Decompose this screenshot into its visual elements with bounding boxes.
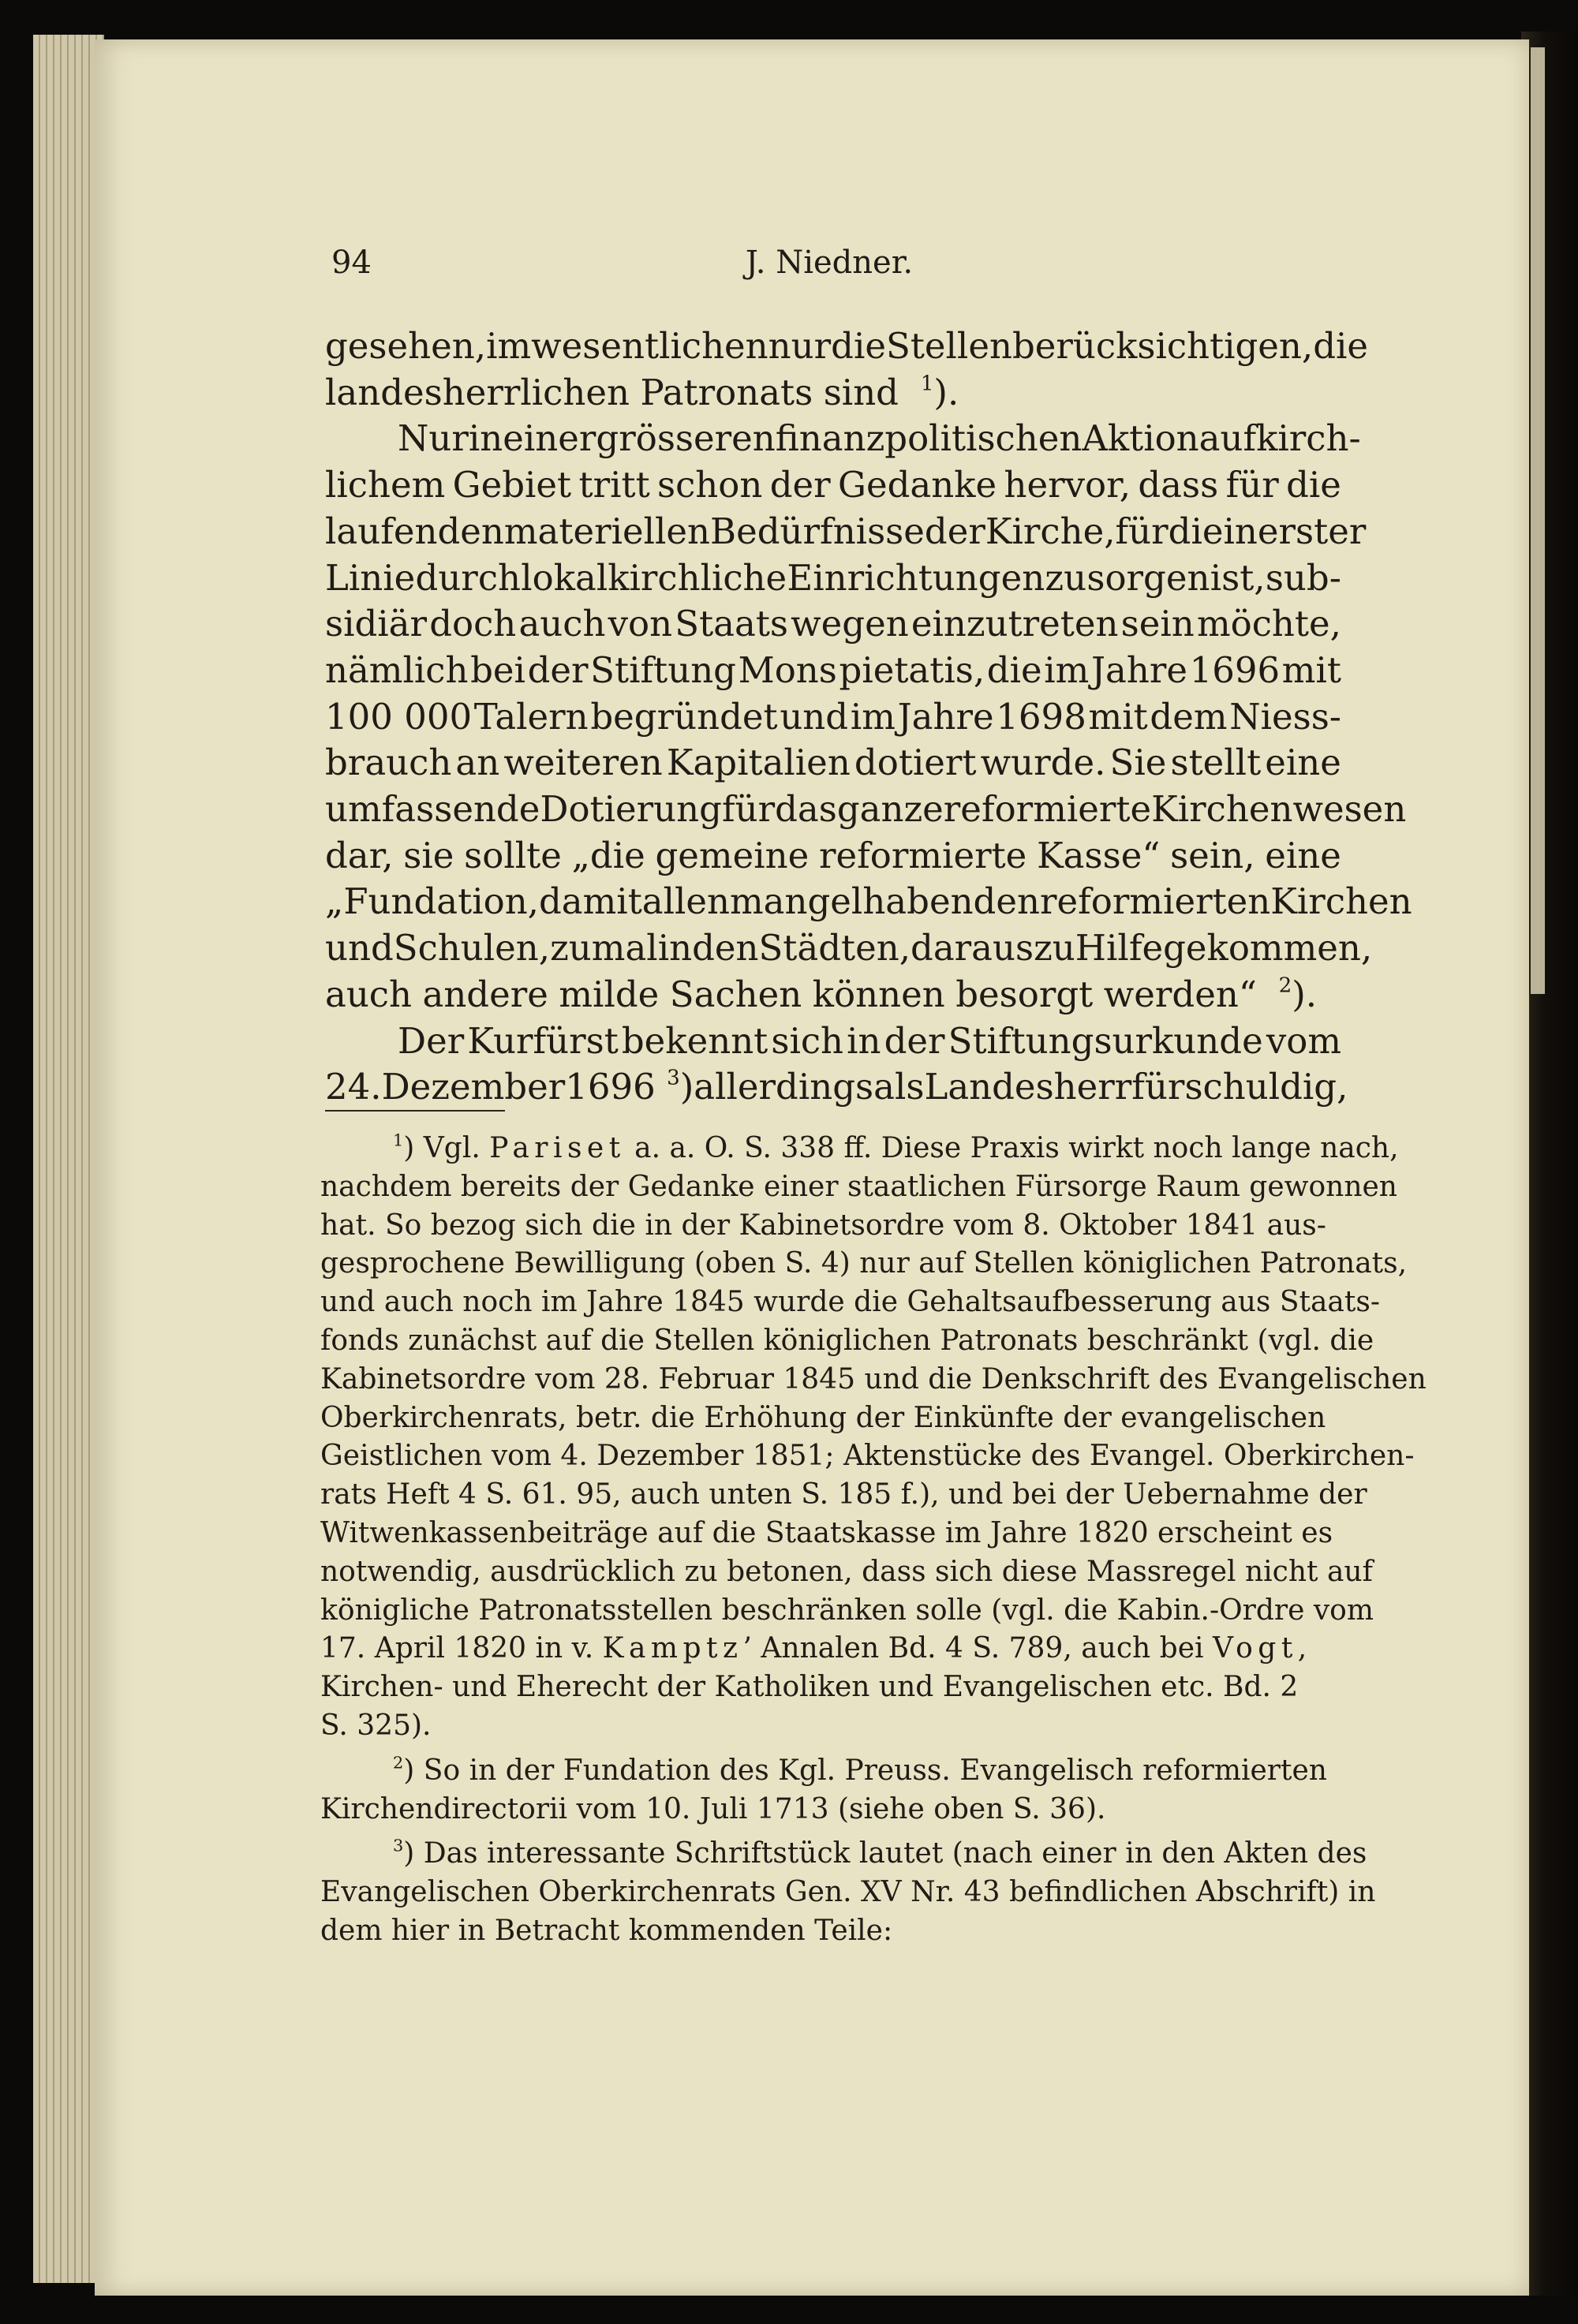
text-line: landesherrlichen Patronats sind $^1$). [325, 371, 959, 413]
footnote-ref: 3 [667, 1066, 680, 1090]
footnote-mark: 3 [393, 1836, 404, 1855]
text-line: Linie durch lokalkirchliche Einrichtungen zu sorgen ist, sub- [325, 556, 1341, 599]
footnote-mark: 2 [393, 1753, 404, 1773]
footnote-line: Geistlichen vom 4. Dezember 1851; Aktenstücke des Evangel. Oberkirchen- [320, 1440, 1415, 1473]
footnote-line: Oberkirchenrats, betr. die Erhöhung der Einkünfte der evangelischen [320, 1401, 1326, 1434]
footnote-ref: 2 [1278, 973, 1292, 998]
text-line: 100 000 Talern begründet und im Jahre 1698 mit dem Niess- [325, 695, 1341, 738]
page-stack-edges [33, 35, 104, 2283]
footnote-2: $^2$) So in der Fundation des Kgl. Preuss. Evangelisch reformierten [393, 1753, 1327, 1787]
footnote-line: hat. So bezog sich die in der Kabinetsordre vom 8. Oktober 1841 aus- [320, 1209, 1326, 1242]
binding-gutter [1521, 32, 1578, 2324]
footnote-line: gesprochene Bewilligung (oben S. 4) nur auf Stellen königlichen Patronats, [320, 1247, 1408, 1280]
running-head [331, 245, 1327, 292]
text-line: und Schulen, zumal in den Städten, daraus zu Hilfe gekommen, [325, 927, 1373, 970]
scan-bottom-border [0, 2296, 1578, 2324]
text-line: gesehen, im wesentlichen nur die Stellen berücksichtigen, die [325, 325, 1369, 367]
text-line: umfassende Dotierung für das ganze reformierte Kirchenwesen [325, 788, 1407, 831]
page-number: 94 [331, 245, 372, 281]
footnote-line: Evangelischen Oberkirchenrats Gen. XV Nr. 43 befindlichen Abschrift) in [320, 1876, 1376, 1909]
text-line: Nur in einer grösseren finanzpolitischen Aktion auf kirch- [398, 417, 1361, 460]
footnote-line: dem hier in Betracht kommenden Teile: [320, 1914, 893, 1947]
footnote-line: Kirchendirectorii vom 10. Juli 1713 (siehe oben S. 36). [320, 1792, 1106, 1825]
text-line: 24. Dezember 1696 $^3$) allerdings als Landesherr für schuldig, [325, 1066, 1348, 1108]
running-title: J. Niedner. [745, 245, 914, 281]
footnote-line: rats Heft 4 S. 61. 95, auch unten S. 185 f.), und bei der Uebernahme der [320, 1478, 1367, 1511]
author-name: Pariset [489, 1132, 626, 1164]
footnote-3: $^3$) Das interessante Schriftstück lautet (nach einer in den Akten des [393, 1836, 1367, 1870]
text-line: Der Kurfürst bekennt sich in der Stiftungsurkunde vom [398, 1019, 1341, 1062]
author-name: Vogt [1212, 1632, 1298, 1665]
text-line: brauch an weiteren Kapitalien dotiert wurde. Sie stellt eine [325, 742, 1341, 784]
body-text [325, 323, 1412, 1111]
footnotes [320, 1130, 1427, 1951]
next-page-edge [1531, 47, 1545, 994]
text-line: lichem Gebiet tritt schon der Gedanke hervor, dass für die [325, 464, 1341, 506]
footnote-line: notwendig, ausdrücklich zu betonen, dass sich diese Massregel nicht auf [320, 1555, 1373, 1588]
text-line: laufenden materiellen Bedürfnisse der Kirche, für die in erster [325, 510, 1367, 552]
footnote-line: Kirchen- und Eherecht der Katholiken und Evangelischen etc. Bd. 2 [320, 1671, 1299, 1704]
footnote-1: $^1$) Vgl. Pariset a. a. O. S. 338 ff. Diese Praxis wirkt noch lange nach, [393, 1130, 1399, 1164]
footnote-line: und auch noch im Jahre 1845 wurde die Gehaltsaufbesserung aus Staats- [320, 1286, 1380, 1319]
text-line: nämlich bei der Stiftung Mons pietatis, die im Jahre 1696 mit [325, 648, 1341, 691]
footnote-line: Kabinetsordre vom 28. Februar 1845 und die Denkschrift des Evangelischen [320, 1362, 1427, 1396]
footnote-line: S. 325). [320, 1709, 432, 1742]
text-line: auch andere milde Sachen können besorgt werden“ $^2$). [325, 973, 1318, 1015]
footnote-ref: 1 [920, 372, 934, 396]
text-line: „Fundation, damit allen mangelhabenden reformierten Kirchen [325, 880, 1412, 923]
footnote-line: fonds zunächst auf die Stellen königlichen Patronats beschränkt (vgl. die [320, 1324, 1374, 1357]
footnote-line: Witwenkassenbeiträge auf die Staatskasse im Jahre 1820 erscheint es [320, 1516, 1333, 1549]
author-name: Kamptz [602, 1632, 743, 1665]
footnote-line: 17. April 1820 in v. Kamptz’ Annalen Bd. 4 S. 789, auch bei Vogt, [320, 1632, 1307, 1665]
footnote-line: königliche Patronatsstellen beschränken solle (vgl. die Kabin.-Ordre vom [320, 1594, 1374, 1627]
text-line: dar, sie sollte „die gemeine reformierte Kasse“ sein, eine [325, 834, 1341, 876]
footnote-rule [325, 1110, 505, 1112]
footnote-line: nachdem bereits der Gedanke einer staatlichen Fürsorge Raum gewonnen [320, 1170, 1397, 1203]
text-line: sidiär doch auch von Staats wegen einzutreten sein möchte, [325, 603, 1341, 645]
footnote-mark: 1 [393, 1130, 404, 1150]
